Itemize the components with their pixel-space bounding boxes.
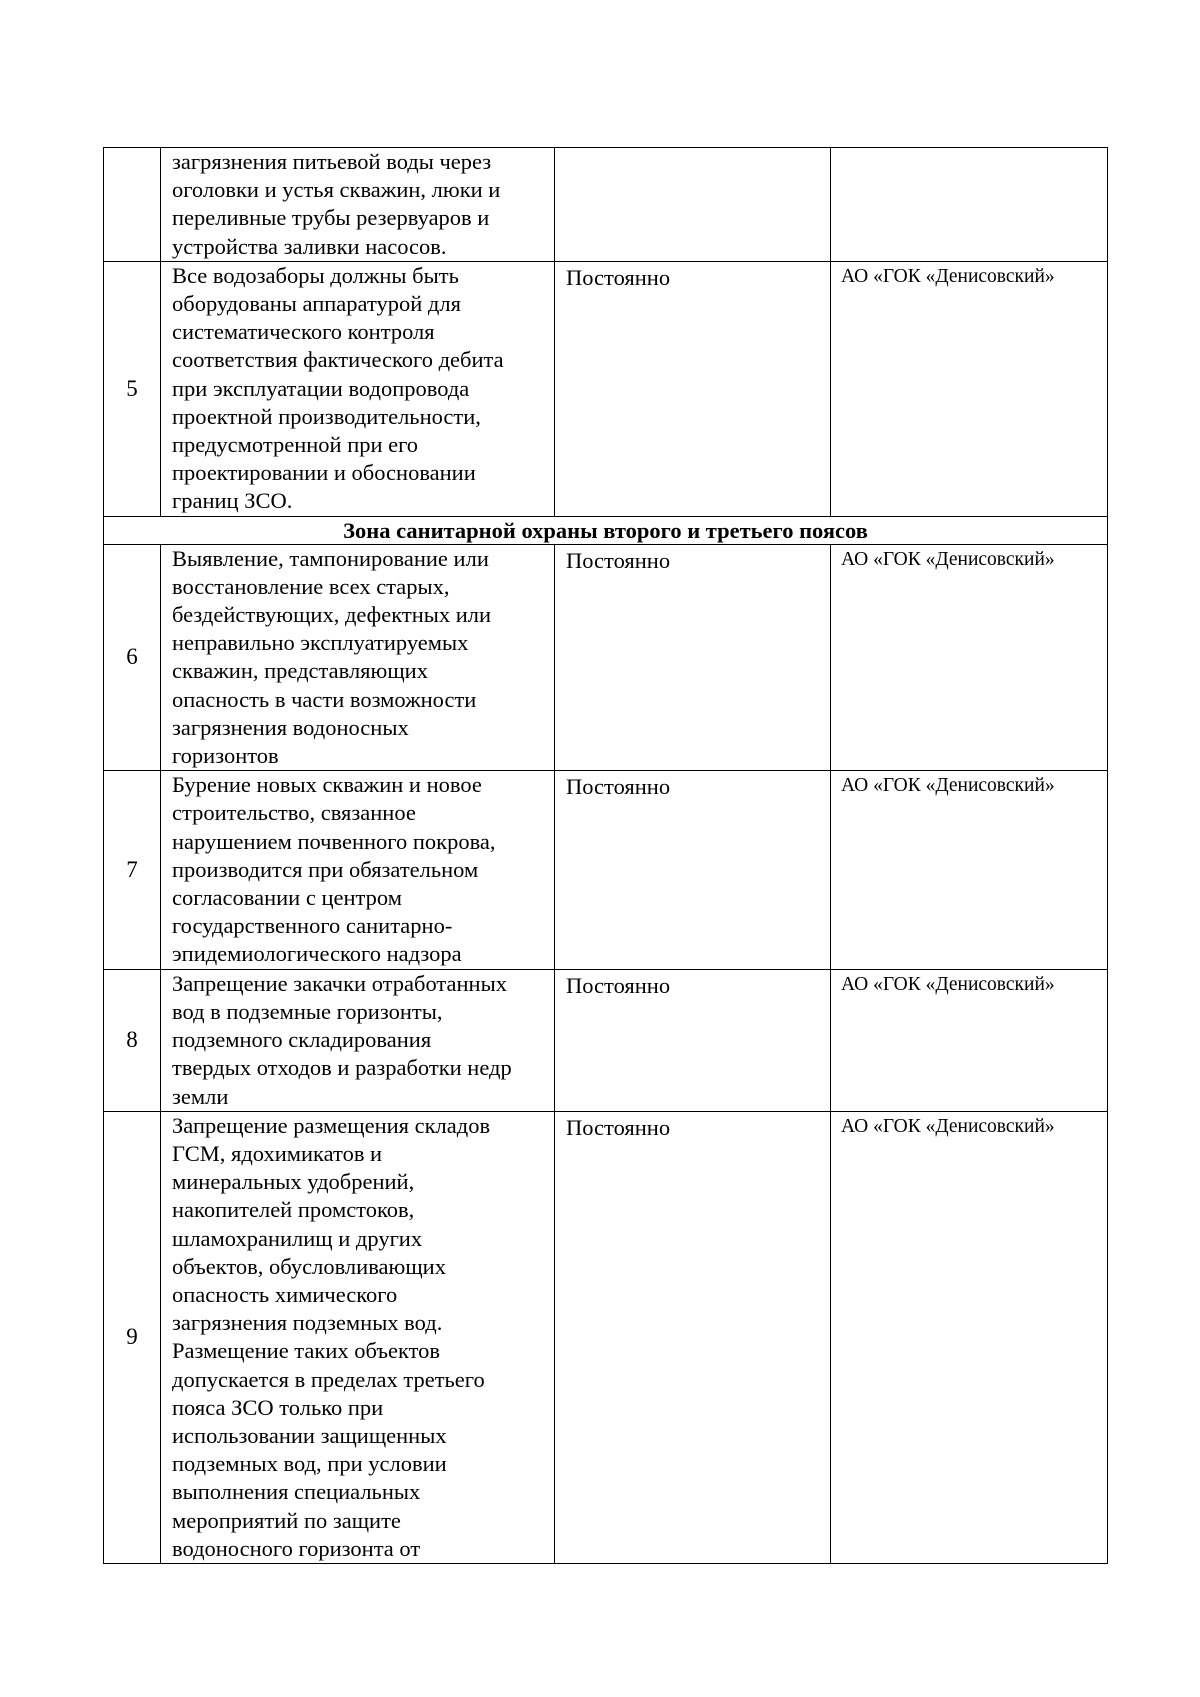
item-number: 7 [104,771,161,969]
measure-text [161,1111,555,1563]
measure-text [161,544,555,771]
responsible-text: АО «ГОК «Денисовский» [831,969,1108,1111]
table-row [104,148,1108,262]
responsible-text: АО «ГОК «Денисовский» [831,544,1108,771]
measure-line: мероприятий по защите [172,1507,401,1533]
measure-line: устройства заливки насосов. [172,233,447,259]
responsible-text: АО «ГОК «Денисовский» [831,1111,1108,1563]
section-header-row [104,516,1108,544]
measure-line: земли [172,1083,229,1109]
measure-line: твердых отходов и разработки недр [172,1055,512,1081]
measure-line: загрязнения подземных вод. [172,1310,443,1336]
measure-line: восстановление всех старых, [172,573,450,599]
term-text: Постоянно [555,771,831,969]
term-text: Постоянно [555,261,831,516]
measure-line: водоносного горизонта от [172,1535,421,1561]
measure-line: шламохранилищ и других [172,1225,423,1251]
item-number: 8 [104,969,161,1111]
measure-line: нарушением почвенного покрова, [172,828,496,854]
item-number: 5 [104,261,161,516]
term-text [555,148,831,262]
measure-line: оголовки и устья скважин, люки и [172,177,501,203]
measure-line: накопителей промстоков, [172,1197,415,1223]
measure-line: Бурение новых скважин и новое [172,772,482,798]
item-number [104,148,161,262]
measure-line: горизонтов [172,743,279,769]
measure-line: строительство, связанное [172,800,416,826]
measure-line: предусмотренной при его [172,432,419,458]
measure-text [161,261,555,516]
measure-line: использовании защищенных [172,1422,447,1448]
measure-line: Все водозаборы должны быть [172,262,459,288]
measure-line: проектировании и обосновании [172,460,476,486]
measure-line: бездействующих, дефектных или [172,602,492,628]
measure-line: Запрещение закачки отработанных [172,970,507,996]
measure-line: объектов, обусловливающих [172,1253,446,1279]
measure-line: Выявление, тампонирование или [172,545,489,571]
measure-text [161,148,555,262]
responsible-text [831,148,1108,262]
measure-line: государственного санитарно- [172,913,453,939]
measure-line: границ ЗСО. [172,488,293,514]
measure-line: производится при обязательном [172,856,479,882]
measure-line: скважин, представляющих [172,658,428,684]
measures-table [103,147,1108,1564]
measure-line: соответствия фактического дебита [172,347,504,373]
measure-line: оборудованы аппаратурой для [172,291,461,317]
measure-line: опасность химического [172,1281,398,1307]
item-number: 9 [104,1111,161,1563]
measure-line: подземного складирования [172,1027,432,1053]
measure-line: при эксплуатации водопровода [172,375,470,401]
table-row [104,969,1108,1111]
measure-line: подземных вод, при условии [172,1451,447,1477]
term-text: Постоянно [555,969,831,1111]
responsible-text: АО «ГОК «Денисовский» [831,261,1108,516]
measure-text [161,969,555,1111]
responsible-text: АО «ГОК «Денисовский» [831,771,1108,969]
measure-line: вод в подземные горизонты, [172,998,443,1024]
measure-line: загрязнения водоносных [172,714,409,740]
measure-line: систематического контроля [172,319,435,345]
measure-line: ГСМ, ядохимикатов и [172,1140,383,1166]
table-body [104,148,1108,1564]
term-text: Постоянно [555,544,831,771]
table-row [104,261,1108,516]
term-text: Постоянно [555,1111,831,1563]
measure-line: Размещение таких объектов [172,1338,441,1364]
measure-line: неправильно эксплуатируемых [172,630,469,656]
measure-line: проектной производительности, [172,403,481,429]
table-row [104,771,1108,969]
measure-line: согласовании с центром [172,885,402,911]
measure-line: допускается в пределах третьего [172,1366,485,1392]
measure-line: переливные трубы резервуаров и [172,205,490,231]
measure-line: выполнения специальных [172,1479,421,1505]
item-number: 6 [104,544,161,771]
measure-line: минеральных удобрений, [172,1169,415,1195]
section-title: Зона санитарной охраны второго и третьего поясов [104,516,1108,544]
table-row [104,544,1108,771]
table-row [104,1111,1108,1563]
measure-line: опасность в части возможности [172,686,477,712]
measure-line: эпидемиологического надзора [172,941,462,967]
measure-line: Запрещение размещения складов [172,1112,491,1138]
measure-line: пояса ЗСО только при [172,1394,384,1420]
measure-text [161,771,555,969]
measure-line: загрязнения питьевой воды через [172,149,492,174]
